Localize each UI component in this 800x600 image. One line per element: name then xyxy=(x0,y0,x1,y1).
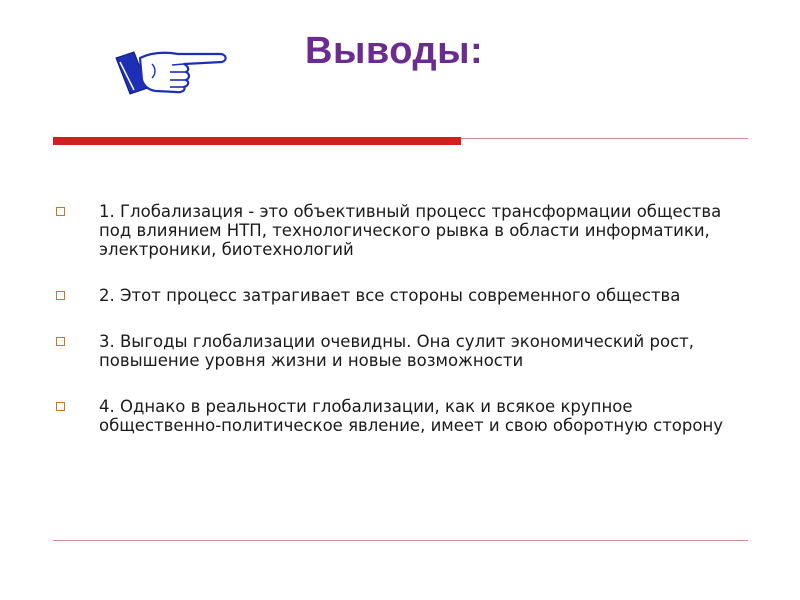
list-item xyxy=(55,202,745,259)
conclusions-list xyxy=(55,202,745,462)
square-bullet-icon xyxy=(56,207,65,216)
pointing-hand-icon xyxy=(112,44,232,100)
list-item-text: 3. Выгоды глобализации очевидны. Она сулит экономический рост, повышение уровня жизни и новые возможности xyxy=(99,332,694,370)
list-item xyxy=(55,332,745,370)
list-item xyxy=(55,397,745,435)
list-item-text: 2. Этот процесс затрагивает все стороны современного общества xyxy=(99,286,681,305)
square-bullet-icon xyxy=(56,291,65,300)
square-bullet-icon xyxy=(56,337,65,346)
bottom-divider xyxy=(53,540,748,541)
top-divider-accent xyxy=(53,137,461,145)
square-bullet-icon xyxy=(56,402,65,411)
list-item-text: 4. Однако в реальности глобализации, как и всякое крупное общественно-политическое явление, имеет и свою оборотную сторону xyxy=(99,397,724,435)
list-item-text: 1. Глобализация - это объективный процесс трансформации общества под влиянием НТП, технологического рывка в области информатики, электроники, биотехнологий xyxy=(99,202,722,259)
list-item xyxy=(55,286,745,305)
slide-title: Выводы: xyxy=(305,30,484,72)
